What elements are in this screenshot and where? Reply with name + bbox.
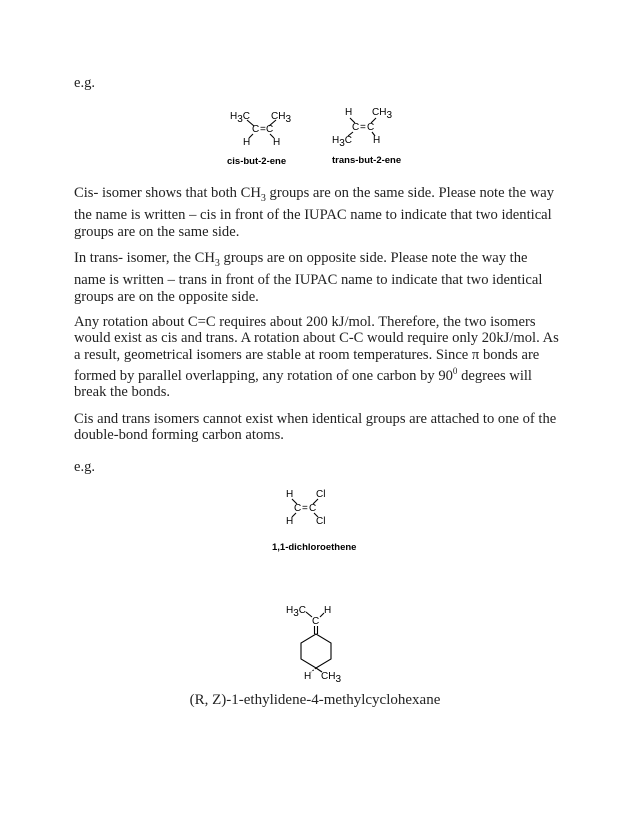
atom-label: C [312,616,320,627]
paragraph-rotation: Any rotation about C=C requires about 200 kJ/mol. Therefore, the two isomers would exist as cis and trans. A rotation about C-C would require only 20kJ/mol. As a result, geometrical isomers are stable at room temperatures. Since π bonds are formed by parallel overlapping, any rotation of one carbon by $90^0$ degrees will break the bonds. [74,314,559,401]
atom-label: H [324,605,332,616]
cis-but-2-ene-caption: cis-but-2-ene [227,156,287,167]
trans-but-2-ene-structure [330,100,410,150]
eg-label: e.g. [74,459,96,475]
atom-label: H3C [230,111,251,125]
bond-symbol: = [260,124,266,135]
atom-label: C [266,124,274,135]
paragraph-trans: In trans- isomer, the $CH_3$ groups are on opposite side. Please note the way the name is written – trans in front of the IUPAC name to indicate that two identical groups are on the opposite side. [74,250,543,305]
hashed-wedge-bond [311,668,316,672]
atom-label: H3C [286,605,307,619]
atom-label: H [304,671,312,682]
atom-label: H3C [332,135,353,149]
atom-label: H [286,516,294,527]
atom-label: H [273,137,281,148]
dichloroethene-structure [280,485,350,530]
cis-but-2-ene-structure [222,100,302,150]
atom-label: C [367,122,375,133]
atom-label: Cl [316,489,326,500]
atom-label: C [294,503,302,514]
atom-label: H [373,135,381,146]
bond-symbol: = [360,122,366,133]
atom-label: C [309,503,317,514]
atom-label: Cl [316,516,326,527]
bond-symbol: = [302,503,308,514]
atom-label: CH3 [271,111,292,125]
figure-caption: (R, Z)-1-ethylidene-4-methylcyclohexane [189,692,441,708]
trans-but-2-ene-caption: trans-but-2-ene [332,155,402,166]
atom-label: CH3 [321,671,342,685]
ethylidene-methylcyclohexane-structure [280,598,360,683]
atom-label: CH3 [372,107,393,121]
paragraph-cis: Cis- isomer shows that both $CH_3$ groups are on the same side. Please note the way the name is written – cis in front of the IUPAC name to indicate that two identical groups are on the same side. [74,185,555,240]
paragraph-identical-groups: Cis and trans isomers cannot exist when identical groups are attached to one of the double-bond forming carbon atoms. [74,411,557,444]
eg-label: e.g. [74,75,96,91]
cyclohexane-ring [301,634,331,668]
dichloroethene-caption: 1,1-dichloroethene [272,542,357,553]
atom-label: H [345,107,353,118]
atom-label: H [243,137,251,148]
atom-label: C [352,122,360,133]
atom-label: H [286,489,294,500]
atom-label: C [252,124,260,135]
